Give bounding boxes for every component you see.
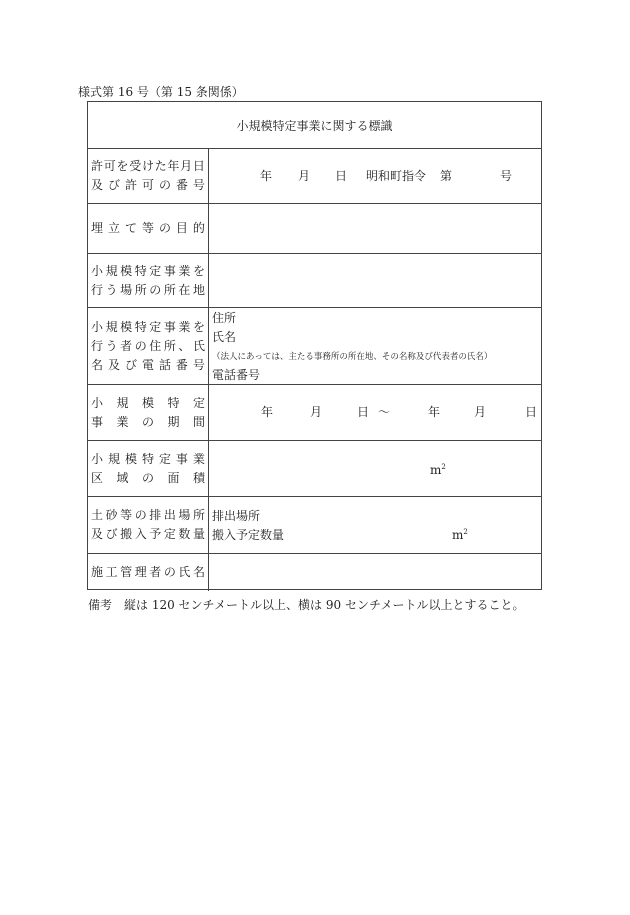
label-char: 及 xyxy=(91,178,104,192)
operator-name: 氏名 xyxy=(212,330,237,344)
label-char: 区 xyxy=(91,470,104,485)
label-char: 事 xyxy=(175,451,188,466)
label-char: 砂 xyxy=(105,508,118,522)
label-char: 埋 xyxy=(91,221,104,235)
form-number-heading: 様式第 16 号（第 15 条関係） xyxy=(78,85,244,99)
form-title: 小規模特定事業に関する標識 xyxy=(236,118,393,133)
area-label xyxy=(88,441,209,496)
label-char: 行 xyxy=(91,338,104,353)
label-char: 業 xyxy=(178,319,191,334)
label-char: の xyxy=(158,221,171,235)
label-char: 等 xyxy=(141,221,154,235)
label-char: 番 xyxy=(175,178,188,192)
permit-value xyxy=(209,149,541,203)
label-char: 年 xyxy=(167,159,180,173)
label-line xyxy=(91,525,205,544)
period-month-start: 月 xyxy=(310,405,323,419)
label-line xyxy=(91,318,205,337)
label-char: 受 xyxy=(129,159,142,173)
label-char: 規 xyxy=(116,395,129,410)
operator-row xyxy=(88,307,541,384)
label-char: 工 xyxy=(105,565,118,579)
permit-day: 日 xyxy=(335,169,348,183)
label-char: 地 xyxy=(192,282,205,297)
permit-dai: 第 xyxy=(440,169,453,183)
label-char: を xyxy=(192,319,205,334)
label-char: て xyxy=(124,221,137,235)
period-value xyxy=(209,385,541,440)
label-char: 場 xyxy=(178,508,191,522)
label-char: 間 xyxy=(192,414,205,429)
label-line xyxy=(91,281,205,300)
permit-year: 年 xyxy=(260,169,273,183)
label-line xyxy=(91,413,205,432)
label-char: 理 xyxy=(134,565,147,579)
label-char: 行 xyxy=(91,282,104,297)
label-char: 番 xyxy=(175,357,188,372)
label-char: 施 xyxy=(91,565,104,579)
label-char: の xyxy=(141,414,154,429)
label-char: 場 xyxy=(120,282,133,297)
area-unit-superscript: 2 xyxy=(441,463,446,471)
label-char: 号 xyxy=(192,178,205,192)
label-char: 期 xyxy=(167,414,180,429)
label-char: 搬 xyxy=(120,527,133,541)
label-char: 数 xyxy=(178,527,191,541)
label-char: 特 xyxy=(167,395,180,410)
manager-row xyxy=(88,553,541,591)
label-char: 、 xyxy=(178,338,191,353)
manager-value xyxy=(209,554,541,591)
label-char: 号 xyxy=(192,357,205,372)
label-char: 規 xyxy=(105,319,118,334)
label-char: び xyxy=(107,178,120,192)
label-char: 特 xyxy=(134,263,147,278)
purpose-value xyxy=(209,204,541,253)
label-char: 氏 xyxy=(192,338,205,353)
label-char: 目 xyxy=(175,221,188,235)
label-line xyxy=(91,356,205,375)
label-char: 量 xyxy=(192,527,205,541)
label-char: 小 xyxy=(91,451,104,466)
label-char: 及 xyxy=(91,527,104,541)
operator-label xyxy=(88,308,209,384)
label-line xyxy=(91,563,205,582)
label-char: 可 xyxy=(103,159,116,173)
soil-planned-quantity: 搬入予定数量 xyxy=(212,528,285,542)
label-char: 及 xyxy=(107,357,120,372)
label-char: 月 xyxy=(180,159,193,173)
label-char: 的 xyxy=(192,221,205,235)
label-line xyxy=(91,469,205,488)
label-char: 氏 xyxy=(178,565,191,579)
label-line xyxy=(91,450,205,469)
label-char: 面 xyxy=(167,470,180,485)
label-char: 域 xyxy=(116,470,129,485)
label-char: 特 xyxy=(141,451,154,466)
label-char: 事 xyxy=(163,263,176,278)
label-line xyxy=(91,262,205,281)
purpose-row xyxy=(88,203,541,253)
label-char: 許 xyxy=(91,159,104,173)
period-row xyxy=(88,384,541,440)
label-char: 土 xyxy=(91,508,104,522)
label-char: 事 xyxy=(91,414,104,429)
label-char: 出 xyxy=(163,508,176,522)
operator-phone: 電話番号 xyxy=(212,368,261,382)
label-char: の xyxy=(158,178,171,192)
label-char: の xyxy=(134,508,147,522)
area-row xyxy=(88,440,541,496)
permit-row xyxy=(88,148,541,203)
period-label xyxy=(88,385,209,440)
period-year-start: 年 xyxy=(261,405,274,419)
label-char: う xyxy=(105,338,118,353)
label-char: 名 xyxy=(91,357,104,372)
soil-unit: $m^2$ xyxy=(452,528,468,542)
label-char: 予 xyxy=(149,527,162,541)
soil-discharge-place: 排出場所 xyxy=(212,509,261,523)
area-unit: $m^2$ xyxy=(430,463,446,477)
label-char: 定 xyxy=(149,263,162,278)
area-value xyxy=(209,441,541,496)
label-char: 小 xyxy=(91,263,104,278)
label-char: 所 xyxy=(134,282,147,297)
label-char: 模 xyxy=(124,451,137,466)
label-line xyxy=(91,219,205,238)
label-char: 事 xyxy=(163,319,176,334)
label-char: 業 xyxy=(116,414,129,429)
label-line xyxy=(91,176,205,195)
label-char: 定 xyxy=(192,395,205,410)
label-char: 模 xyxy=(141,395,154,410)
label-char: 特 xyxy=(134,319,147,334)
period-tilde: ～ xyxy=(378,405,391,419)
period-year-end: 年 xyxy=(428,405,441,419)
label-char: 電 xyxy=(141,357,154,372)
purpose-label xyxy=(88,204,209,253)
label-char: 在 xyxy=(178,282,191,297)
label-char: 規 xyxy=(105,263,118,278)
label-char: 日 xyxy=(192,159,205,173)
label-line xyxy=(91,506,205,525)
label-char: 模 xyxy=(120,319,133,334)
soil-label xyxy=(88,497,209,553)
permit-designation: 明和町指令 xyxy=(366,169,427,183)
label-char: 名 xyxy=(192,565,205,579)
label-char: の xyxy=(163,565,176,579)
label-char: 業 xyxy=(178,263,191,278)
label-char: 入 xyxy=(134,527,147,541)
remark-note: 備考 縦は 120 センチメートル以上、横は 90 センチメートル以上とすること。 xyxy=(88,598,525,612)
label-char: 業 xyxy=(192,451,205,466)
label-char: 規 xyxy=(107,451,120,466)
label-char: 定 xyxy=(158,451,171,466)
location-value xyxy=(209,254,541,307)
soil-unit-superscript: 2 xyxy=(463,528,468,536)
label-char: 立 xyxy=(107,221,120,235)
label-char: 定 xyxy=(163,527,176,541)
permit-label xyxy=(88,149,209,203)
label-char: 定 xyxy=(149,319,162,334)
label-char: 者 xyxy=(149,565,162,579)
permit-go: 号 xyxy=(500,169,513,183)
label-char: 所 xyxy=(163,282,176,297)
label-line xyxy=(91,394,205,413)
soil-value xyxy=(209,497,541,553)
label-char: 小 xyxy=(91,319,104,334)
period-month-end: 月 xyxy=(474,405,487,419)
label-char: う xyxy=(105,282,118,297)
permit-month: 月 xyxy=(298,169,311,183)
label-char: 模 xyxy=(120,263,133,278)
label-char: の xyxy=(149,282,162,297)
manager-label xyxy=(88,554,209,591)
location-row xyxy=(88,253,541,307)
label-char: 排 xyxy=(149,508,162,522)
label-char: の xyxy=(141,470,154,485)
label-char: 管 xyxy=(120,565,133,579)
sign-form-table xyxy=(87,101,542,590)
label-char: 小 xyxy=(91,395,104,410)
label-char: 許 xyxy=(124,178,137,192)
label-char: 可 xyxy=(141,178,154,192)
location-label xyxy=(88,254,209,307)
label-char: の xyxy=(134,338,147,353)
operator-value xyxy=(209,308,541,384)
label-char: 話 xyxy=(158,357,171,372)
label-char: び xyxy=(124,357,137,372)
label-char: た xyxy=(154,159,167,173)
operator-address: 住所 xyxy=(212,311,237,325)
period-day-start: 日 xyxy=(357,405,370,419)
label-char: 等 xyxy=(120,508,133,522)
label-line xyxy=(91,157,205,176)
operator-note: （法人にあっては、主たる事務所の所在地、その名称及び代表者の氏名） xyxy=(212,352,493,362)
label-char: 所 xyxy=(163,338,176,353)
label-char: け xyxy=(141,159,154,173)
label-char: 積 xyxy=(192,470,205,485)
label-char: 住 xyxy=(149,338,162,353)
label-char: 所 xyxy=(192,508,205,522)
label-char: 者 xyxy=(120,338,133,353)
period-day-end: 日 xyxy=(525,405,538,419)
title-row xyxy=(88,102,541,148)
label-char: を xyxy=(192,263,205,278)
label-char: び xyxy=(105,527,118,541)
label-line xyxy=(91,337,205,356)
label-char: を xyxy=(116,159,129,173)
soil-row xyxy=(88,496,541,553)
